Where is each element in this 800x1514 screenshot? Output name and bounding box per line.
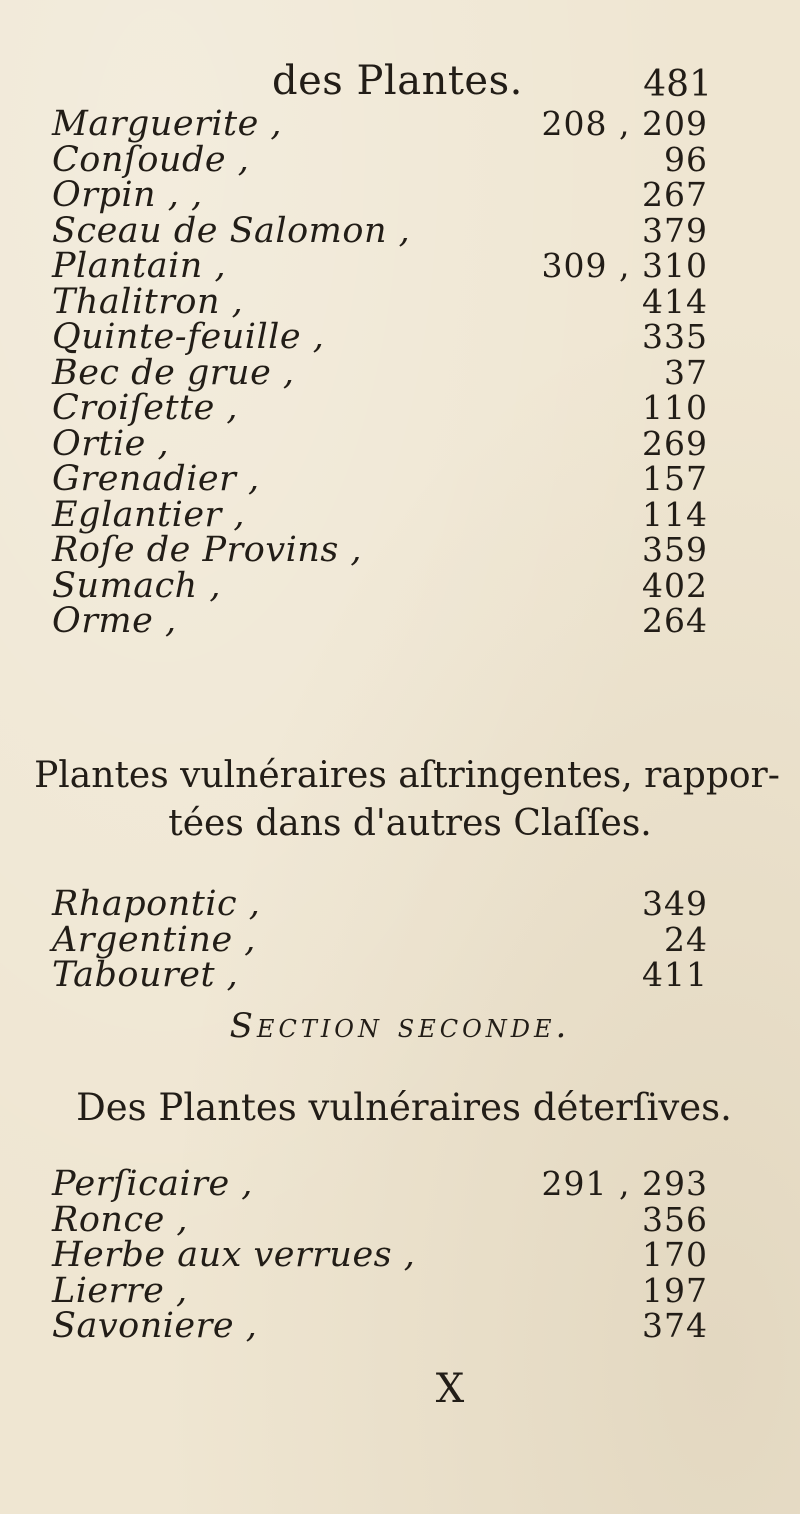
list-item bbox=[0, 1164, 800, 1204]
page-reference: 197 bbox=[642, 1270, 708, 1310]
page-reference: 335 bbox=[642, 317, 708, 356]
plant-name: Conſoude , bbox=[52, 139, 250, 180]
plant-name: Grenadier , bbox=[52, 459, 260, 499]
list-item bbox=[0, 388, 800, 428]
plant-name: Orme , bbox=[52, 601, 177, 641]
plant-name: Plantain , bbox=[52, 246, 227, 286]
plant-name: Tabouret , bbox=[52, 955, 239, 995]
list-item bbox=[0, 317, 800, 357]
plant-name: Roſe de Provins , bbox=[52, 530, 363, 570]
plant-name: Marguerite , bbox=[52, 104, 283, 144]
plant-list-other-classes bbox=[0, 884, 800, 995]
plant-name: Quinte-feuille , bbox=[52, 317, 325, 357]
section-title: Section seconde. bbox=[229, 1006, 571, 1046]
plant-name: Lierre , bbox=[52, 1270, 188, 1311]
list-item bbox=[0, 139, 800, 180]
list-item bbox=[0, 210, 800, 251]
plant-name: Perſicaire , bbox=[52, 1164, 253, 1204]
page-reference: 269 bbox=[642, 423, 708, 463]
heading-line: Plantes vulnéraires aſtringentes, rappor- bbox=[34, 755, 780, 796]
list-item bbox=[0, 955, 800, 995]
list-item bbox=[0, 1235, 800, 1275]
plant-name: Thalitron , bbox=[52, 281, 244, 322]
page-reference: 379 bbox=[642, 210, 708, 250]
page-header bbox=[0, 58, 800, 108]
page-reference: 24 bbox=[664, 919, 708, 959]
plant-list-astringent bbox=[0, 104, 800, 641]
page-reference: 114 bbox=[642, 494, 708, 534]
page-reference: 264 bbox=[642, 601, 708, 640]
page-reference: 208 , 209 bbox=[541, 104, 708, 143]
section-heading-detersive: Des Plantes vulnéraires déterſives. bbox=[76, 1086, 732, 1129]
page-reference: 411 bbox=[642, 955, 708, 994]
list-item bbox=[0, 919, 800, 960]
page-reference: 374 bbox=[642, 1306, 708, 1345]
plant-name: Argentine , bbox=[52, 919, 256, 960]
plant-name: Bec de grue , bbox=[52, 352, 295, 393]
list-item bbox=[0, 246, 800, 286]
running-title: des Plantes. bbox=[272, 58, 523, 104]
page-reference: 309 , 310 bbox=[541, 246, 708, 285]
plant-name: Rhapontic , bbox=[52, 884, 261, 924]
plant-name: Ronce , bbox=[52, 1199, 189, 1240]
plant-name: Sceau de Salomon , bbox=[52, 210, 411, 251]
page-reference: 96 bbox=[664, 139, 708, 179]
plant-name: Sumach , bbox=[52, 565, 221, 606]
page-reference: 157 bbox=[642, 459, 708, 498]
list-item bbox=[0, 1199, 800, 1240]
page-reference: 349 bbox=[642, 884, 708, 923]
plant-name: Savoniere , bbox=[52, 1306, 258, 1346]
plant-list-detersive bbox=[0, 1164, 800, 1346]
page-number: 481 bbox=[643, 64, 712, 105]
page-reference: 110 bbox=[642, 388, 708, 427]
list-item bbox=[0, 281, 800, 322]
plant-name: Orpin , , bbox=[52, 175, 203, 215]
list-item bbox=[0, 1270, 800, 1311]
plant-name: Croiſette , bbox=[52, 388, 239, 428]
list-item bbox=[0, 352, 800, 393]
list-item bbox=[0, 530, 800, 570]
page-reference: 170 bbox=[642, 1235, 708, 1274]
plant-name: Herbe aux verrues , bbox=[52, 1235, 416, 1275]
heading-line: tées dans d'autres Claſſes. bbox=[168, 803, 652, 844]
page-reference: 402 bbox=[642, 565, 708, 605]
plant-name: Ortie , bbox=[52, 423, 170, 464]
list-item bbox=[0, 175, 800, 215]
section-heading-astringent-other-classes bbox=[0, 752, 800, 848]
list-item bbox=[0, 459, 800, 499]
list-item bbox=[0, 423, 800, 464]
page-reference: 359 bbox=[642, 530, 708, 569]
list-item bbox=[0, 601, 800, 641]
page-reference: 267 bbox=[642, 175, 708, 214]
page-reference: 37 bbox=[664, 352, 708, 392]
list-item bbox=[0, 104, 800, 144]
list-item bbox=[0, 884, 800, 924]
signature-mark: X bbox=[435, 1366, 465, 1412]
page-reference: 356 bbox=[642, 1199, 708, 1239]
page-reference: 291 , 293 bbox=[541, 1164, 708, 1203]
list-item bbox=[0, 1306, 800, 1346]
page-reference: 414 bbox=[642, 281, 708, 321]
plant-name: Eglantier , bbox=[52, 494, 246, 535]
list-item bbox=[0, 565, 800, 606]
list-item bbox=[0, 494, 800, 535]
